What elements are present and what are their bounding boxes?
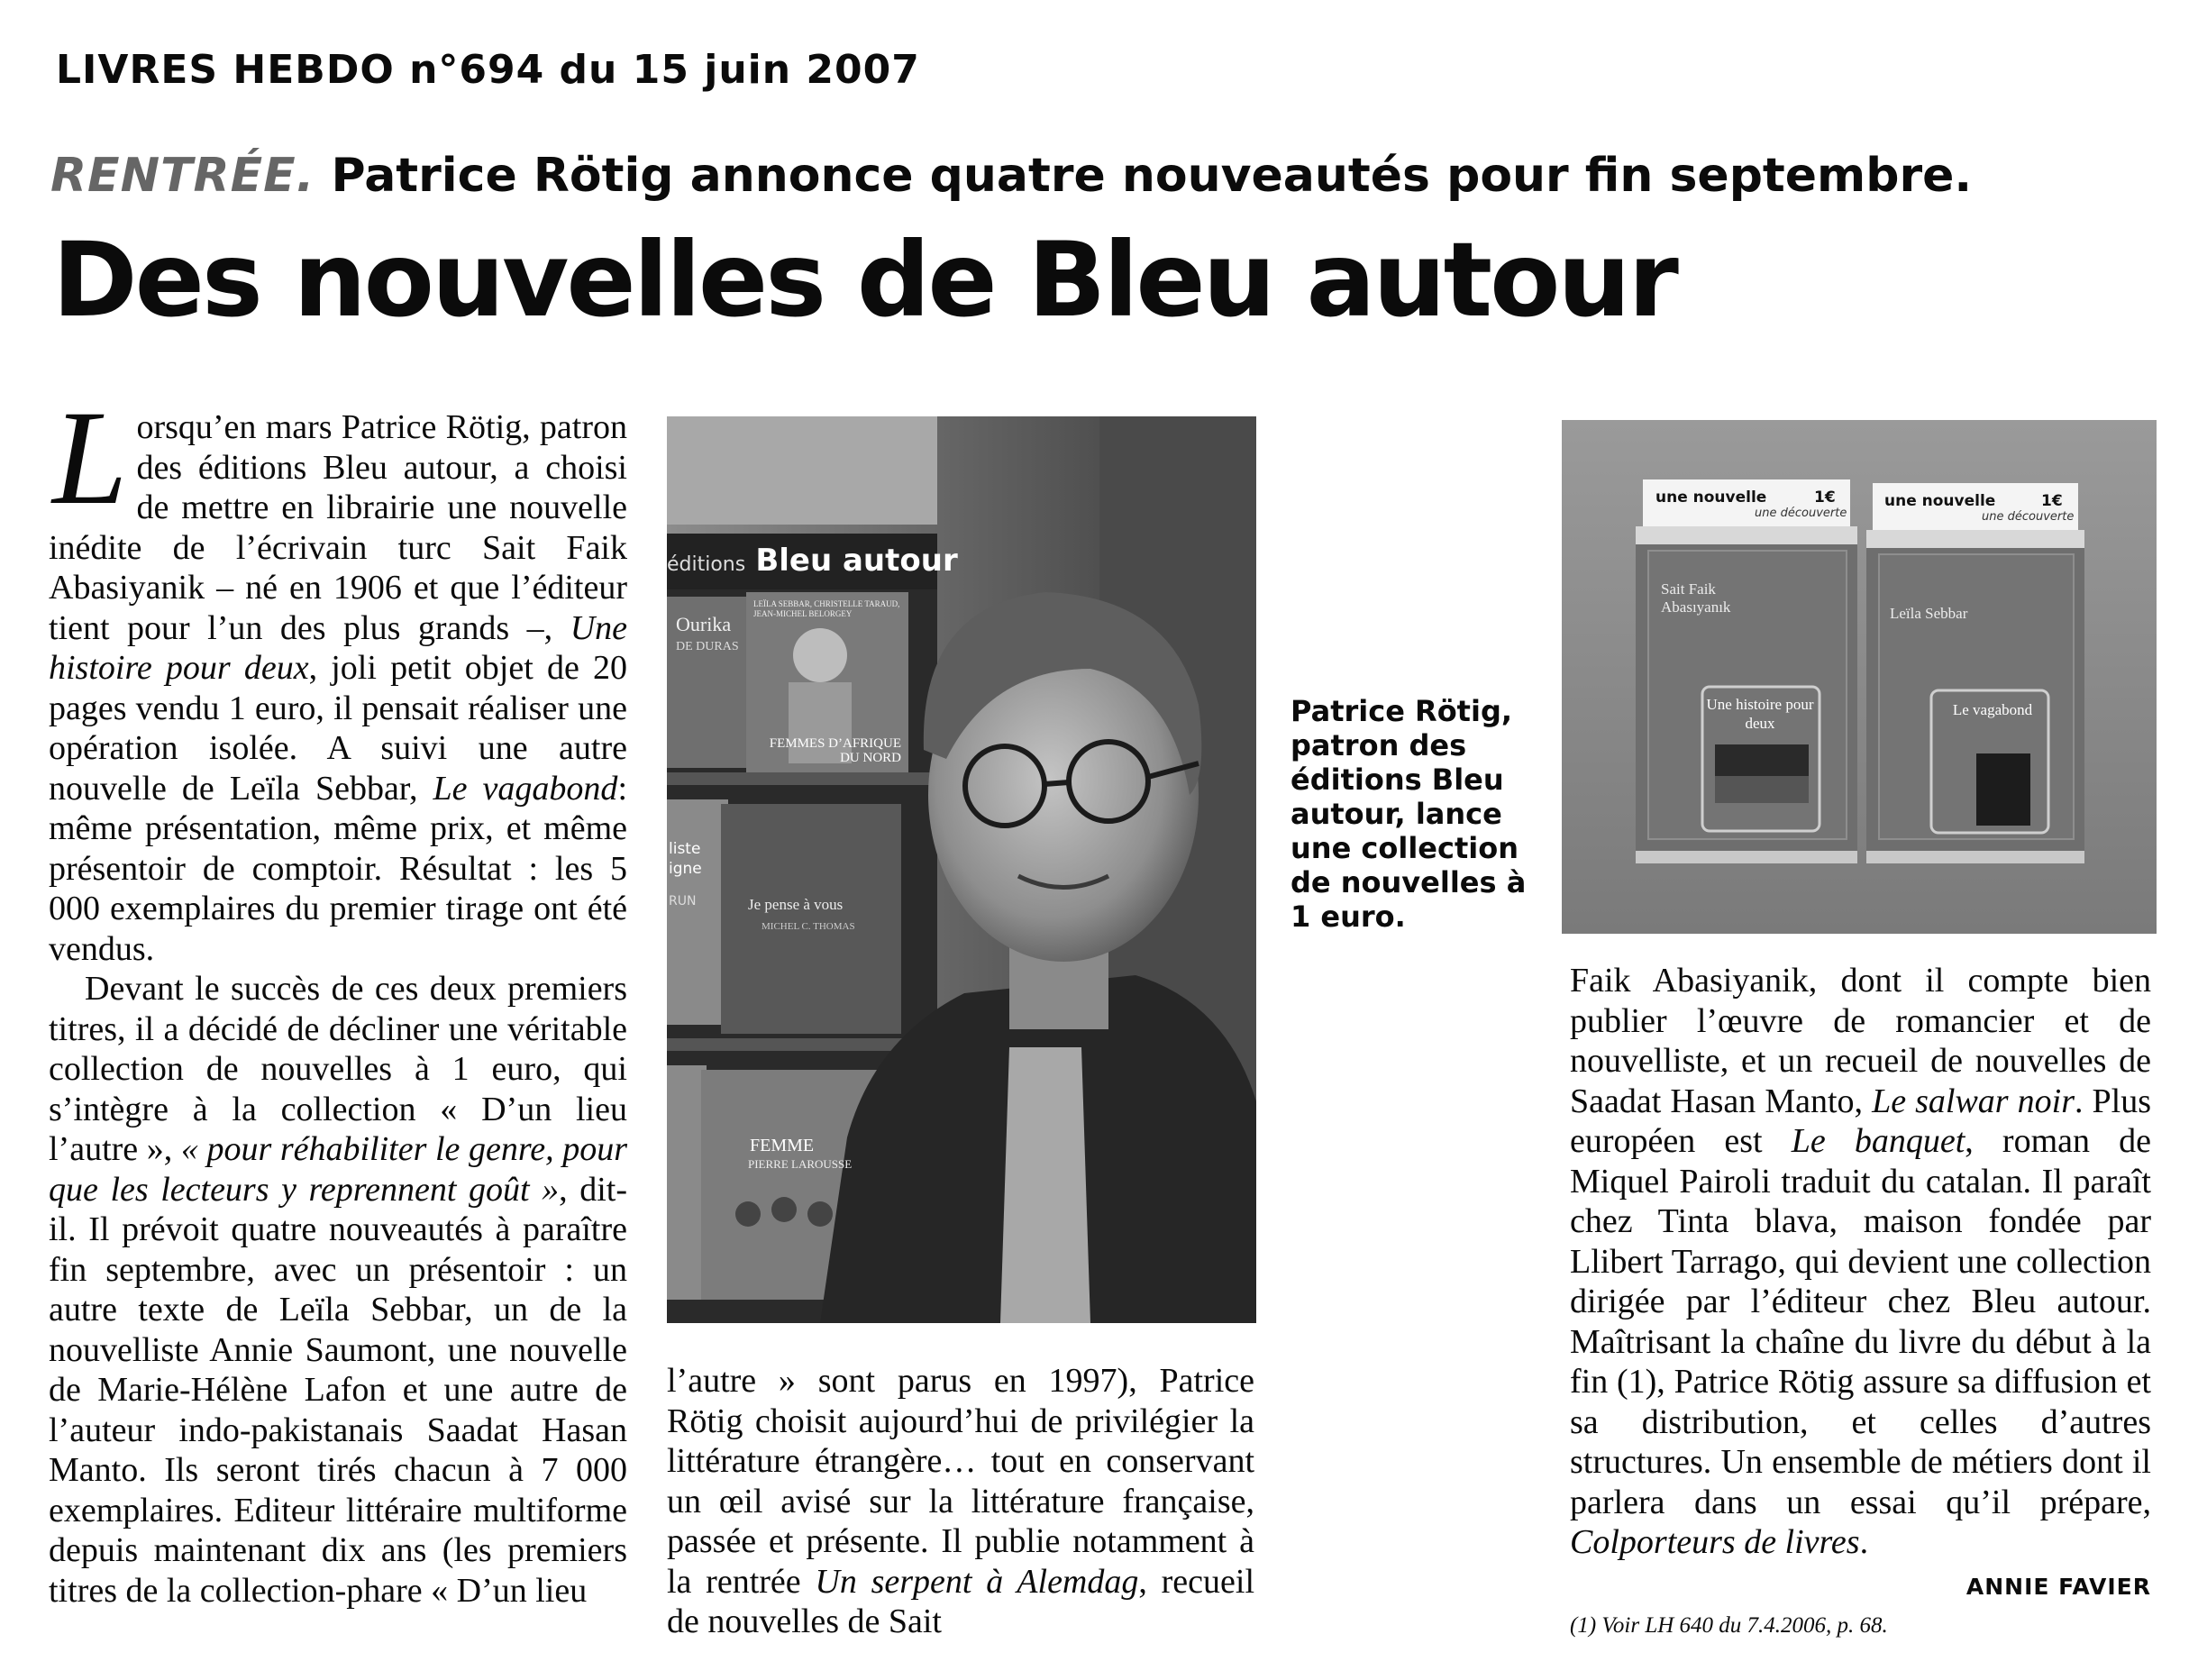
book-title: Une histoire pour deux xyxy=(49,608,627,687)
book-spine-text-a: liste xyxy=(669,840,701,858)
book-ourika-sub: DE DURAS xyxy=(676,640,739,653)
left-sub: une découverte xyxy=(1755,507,1847,520)
text-run: orsqu’en mars Patrice Rötig, patron des éditions Bleu autour, a choisi de mettre en librairie une nouvelle inédite de l’écrivain turc Sait Faik Abasiyanik – né en 1906 et que l’éditeur tient pour l’un des plus grands –, xyxy=(49,408,627,647)
book-je-pense-title: Je pense à vous xyxy=(748,896,844,913)
footnote: (1) Voir LH 640 du 7.4.2006, p. 68. xyxy=(1570,1613,1888,1638)
right-book-title: Le vagabond xyxy=(1952,701,2033,718)
book-ourika-title: Ourika xyxy=(676,613,732,635)
left-price: 1€ xyxy=(1814,488,1836,507)
left-book-author: Sait Faik Abasıyanık xyxy=(1661,580,1731,616)
text-run: , joli petit objet de 20 pages vendu 1 euro, il pensait réaliser une opération isolée. A suivi une autre nouvelle de Leïla Sebbar, xyxy=(49,649,627,808)
kicker xyxy=(50,149,1972,203)
kicker-text: Patrice Rötig annonce quatre nouveautés pour fin septembre. xyxy=(331,149,1973,203)
text-run: Faik Abasiyanik, dont il compte bien publier l’œuvre de romancier et de nouvelliste, et un recueil de nouvelles de Saadat Hasan Manto, xyxy=(1570,962,2151,1120)
book-femmes-authors: LEÏLA SEBBAR, CHRISTELLE TARAUD, JEAN-MICHEL BELORGEY xyxy=(753,599,900,618)
masthead: LIVRES HEBDO n°694 du 15 juin 2007 xyxy=(56,47,920,93)
byline: ANNIE FAVIER xyxy=(1965,1574,2151,1600)
book-title: Le salwar noir xyxy=(1872,1082,2075,1120)
text-run: l’autre » sont parus en 1997), Patrice Rötig choisit aujourd’hui de privilégier la littérature étrangère… tout en conservant un œil avisé sur la littérature française, passée et présente. Il publie notamment à la rentrée xyxy=(667,1362,1254,1601)
text-run: , roman de Miquel Pairoli traduit du catalan. Il paraît chez Tinta blava, maison fondée par Llibert Tarrago, qui devient une collection dirigée par l’éditeur chez Bleu autour. Maîtrisant la chaîne du livre du début à la fin (1), Patrice Rötig assure sa diffusion et sa distribution, et celles d’autres structures. Un ensemble de métiers dont il parlera dans un essai qu’il prépare, xyxy=(1570,1122,2151,1521)
book-spine-text-b: igne xyxy=(669,860,702,878)
book-femme-title: FEMME xyxy=(750,1136,815,1155)
left-book-title: Une histoire pour deux xyxy=(1706,696,1814,732)
paragraph-2 xyxy=(49,969,627,1611)
book-title: Le vagabond xyxy=(433,769,618,808)
photo-caption: Patrice Rötig, patron des éditions Bleu autour, lance une collection de nouvelles à 1 euro. xyxy=(1291,694,1527,934)
headline: Des nouvelles de Bleu autour xyxy=(52,220,1676,340)
paragraph-4 xyxy=(1570,961,2151,1563)
paragraph-1 xyxy=(49,383,627,969)
text-run: , recueil de nouvelles de Sait xyxy=(667,1562,1254,1640)
text-run: . xyxy=(1859,1523,1869,1561)
drop-cap: L xyxy=(52,383,128,533)
text-run: . Plus européen est xyxy=(1570,1082,2152,1160)
display-stand-photo xyxy=(1562,420,2157,934)
portrait-photo xyxy=(667,416,1256,1323)
right-sub: une découverte xyxy=(1982,510,2075,524)
book-je-pense-author: MICHEL C. THOMAS xyxy=(762,921,855,932)
book-title: Le banquet xyxy=(1791,1122,1965,1160)
book-femme-author: PIERRE LAROUSSE xyxy=(748,1157,853,1171)
kicker-label: RENTRÉE. xyxy=(50,149,315,203)
right-book-author: Leïla Sebbar xyxy=(1890,605,1968,622)
right-header: une nouvelle xyxy=(1884,492,1996,510)
bookstore-sign xyxy=(667,543,958,579)
paragraph-3 xyxy=(667,1361,1254,1642)
sign-brand-text: Bleu autour xyxy=(755,543,958,579)
article-column-1 xyxy=(49,383,627,1611)
article-column-3 xyxy=(1570,961,2151,1563)
text-run: , dit-il. Il prévoit quatre nouveautés à paraître fin septembre, avec un présentoir : un autre texte de Leïla Sebbar, un de la nouvelliste Annie Saumont, une nouvelle de Marie-Hélène Lafon et une autre de l’auteur indo-pakistanais Saadat Hasan Manto. Ils seront tirés chacun à 7 000 exemplaires. Editeur littéraire multiforme depuis maintenant dix ans (les premiers titres de la collection-phare « D’un lieu xyxy=(49,1170,627,1610)
book-spine-text-c: RUN xyxy=(669,894,697,908)
book-title: Un serpent à Alemdag xyxy=(815,1562,1139,1601)
left-header: une nouvelle xyxy=(1655,488,1767,507)
book-femmes-title: FEMMES D’AFRIQUE DU NORD xyxy=(769,736,901,765)
sign-small-text: éditions xyxy=(667,553,746,576)
quote: « pour réhabiliter le genre, pour que les lecteurs y reprennent goût » xyxy=(49,1130,627,1209)
right-price: 1€ xyxy=(2041,492,2063,510)
article-column-2 xyxy=(667,1361,1254,1642)
book-title: Colporteurs de livres xyxy=(1570,1523,1860,1561)
text-run: : même présentation, même prix, et même présentoir de comptoir. Résultat : les 5 000 exemplaires du premier tirage ont été vendus. xyxy=(49,769,627,968)
text-run: Devant le succès de ces deux premiers titres, il a décidé de décliner une véritable collection de nouvelles à 1 euro, qui s’intègre à la collection « D’un lieu l’autre », xyxy=(49,970,627,1168)
